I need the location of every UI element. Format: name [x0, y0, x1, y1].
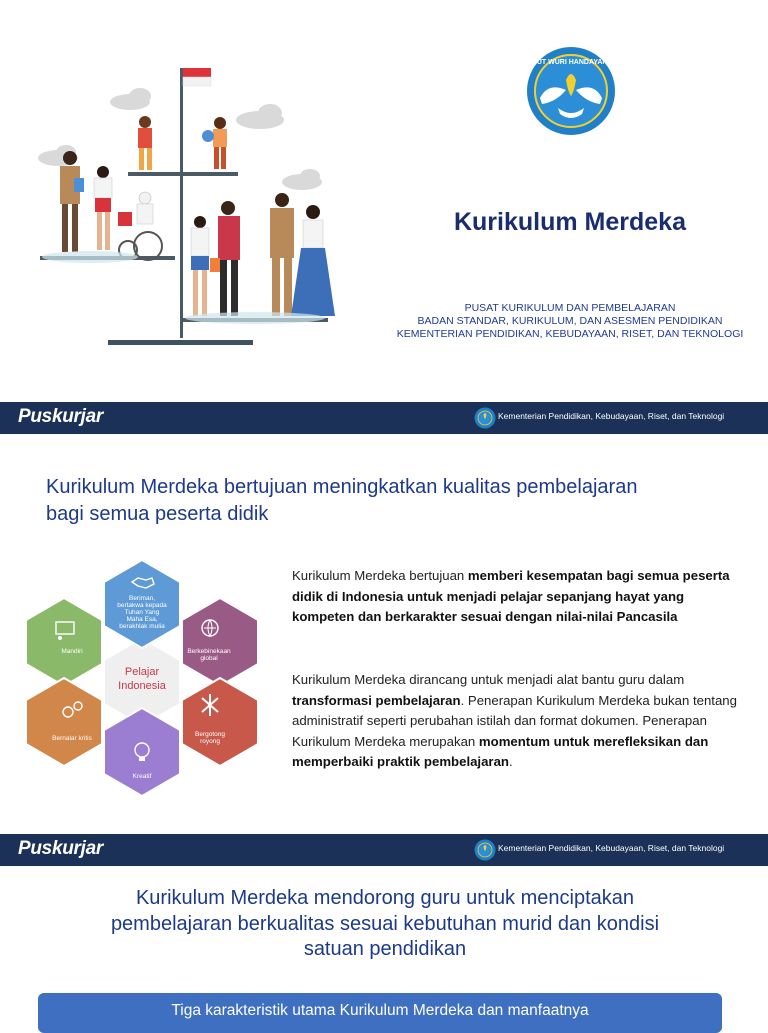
ministry-logo-icon [474, 407, 496, 429]
hex-mandiri [26, 598, 102, 686]
hex-gotong-royong [182, 678, 258, 766]
heading-line: satuan pendidikan [303, 938, 467, 960]
page-title: Kurikulum Merdeka [453, 208, 686, 236]
slide3-heading [40, 886, 730, 963]
hex-label: Kreatif [132, 773, 152, 780]
header-bar [0, 402, 768, 434]
hex-center-line: Pelajar [124, 666, 160, 678]
ministry-name: Kementerian Pendidikan, Kebudayaan, Riset, dan Teknologi [498, 411, 725, 421]
ministry-logo-icon [474, 839, 496, 861]
hex-global [182, 598, 258, 686]
paragraph-purpose: Kurikulum Merdeka bertujuan memberi kesempatan bagi semua peserta didik di Indonesia untuk menjadi pelajar sepanjang hayat yang kompeten dan berkarakter sesuai dengan nilai-nilai Pancasila [292, 568, 730, 624]
hex-label: Beriman, [128, 595, 156, 602]
org-line: BADAN STANDAR, KURIKULUM, DAN ASESMEN PENDIDIKAN [417, 315, 723, 327]
hex-label: berakhlak mulia [119, 623, 165, 630]
hex-kreatif [104, 708, 180, 796]
hex-label: royong [200, 738, 220, 745]
heading-line: pembelajaran berkualitas sesuai kebutuhan murid dan kondisi [110, 912, 660, 935]
hex-bernalar-kritis [26, 678, 102, 766]
hex-label: global [200, 655, 218, 662]
hex-label: Maha Esa, [126, 616, 158, 623]
org-line: PUSAT KURIKULUM DAN PEMBELAJARAN [464, 302, 676, 314]
heading-line: bagi semua peserta didik [46, 503, 269, 525]
heading-line: Kurikulum Merdeka bertujuan meningkatkan kualitas pembelajaran [46, 476, 638, 498]
paragraph-design: Kurikulum Merdeka dirancang untuk menjadi alat bantu guru dalam transformasi pembelajaran. Penerapan Kurikulum Merdeka bukan tentang administratif seperti perubahan istilah dan format dokumen. Penerapan Kurikulum Merdeka merupakan momentum untuk merefleksikan dan memperbaiki praktik pembelajaran. [292, 672, 737, 769]
hex-label: bertakwa kepada [117, 602, 167, 609]
hex-label: Tuhan Yang [124, 609, 160, 616]
slide-cover [0, 0, 768, 400]
pelajar-pancasila-hexagon-diagram [22, 558, 262, 798]
hex-label: Mandiri [61, 648, 83, 655]
hex-label: Berkebinekaan [187, 648, 231, 655]
organization-lines [380, 302, 760, 341]
brand-logo: Puskurjar [18, 406, 103, 427]
tut-wuri-handayani-logo [526, 46, 616, 136]
ministry-name: Kementerian Pendidikan, Kebudayaan, Riset, dan Teknologi [498, 843, 725, 853]
header-bar [0, 834, 768, 866]
slide2-heading [46, 474, 756, 528]
banner-text: Tiga karakteristik utama Kurikulum Merdeka dan manfaatnya [171, 1002, 589, 1019]
heading-line: Kurikulum Merdeka mendorong guru untuk menciptakan [135, 887, 635, 909]
hex-label: Bergotong [195, 731, 225, 738]
illustration-students-teachers [30, 60, 350, 355]
brand-logo: Puskurjar [18, 838, 103, 859]
hex-label: Bernalar kritis [52, 735, 92, 742]
org-line: KEMENTERIAN PENDIDIKAN, KEBUDAYAAN, RISET, DAN TEKNOLOGI [396, 328, 744, 340]
hex-center-line: Indonesia [118, 680, 166, 692]
logo-lettering: TUT WURI HANDAYANI [532, 59, 610, 66]
